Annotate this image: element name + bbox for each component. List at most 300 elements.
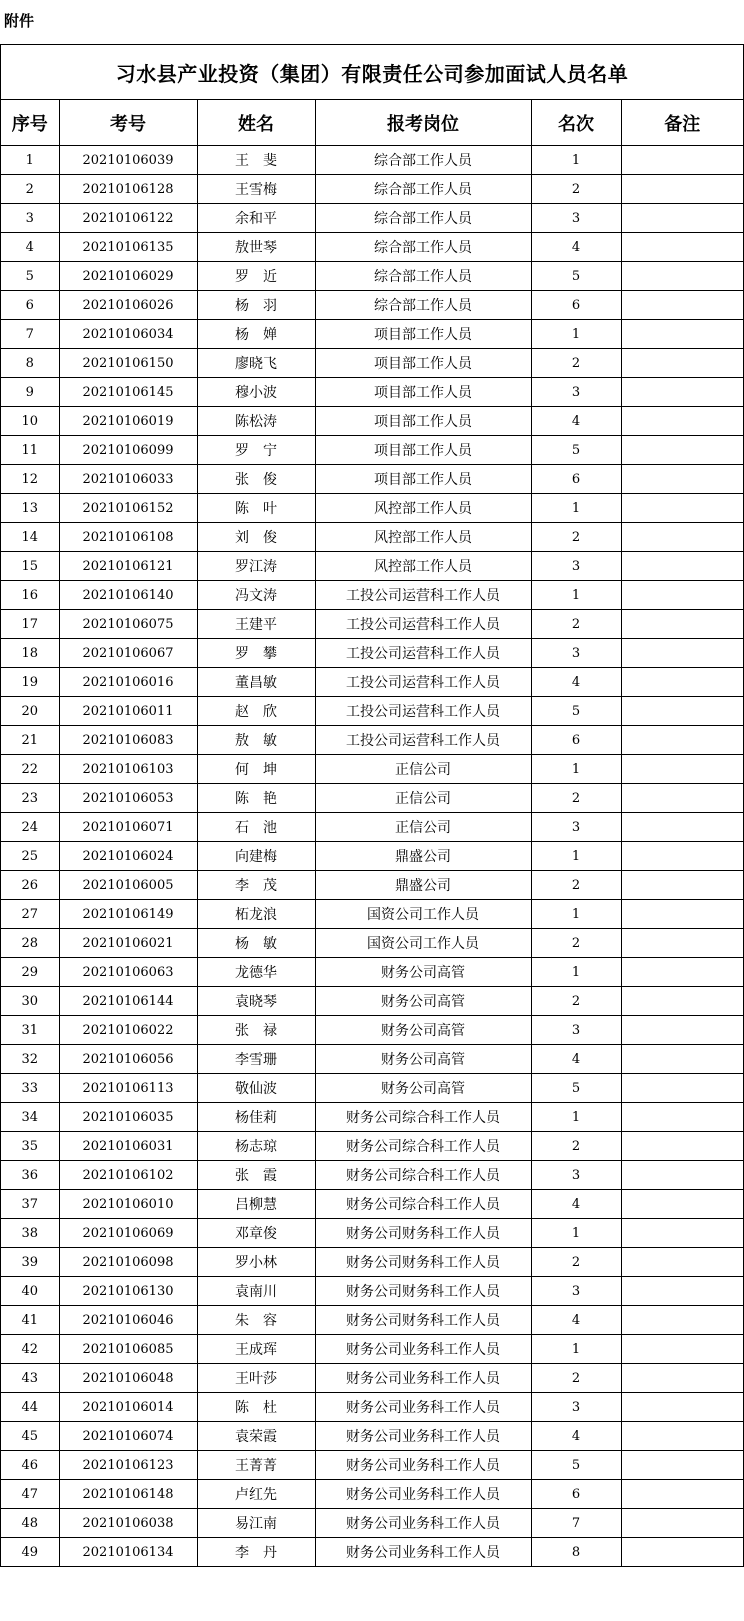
row-index: 18 <box>1 639 59 668</box>
row-name: 柘龙浪 <box>197 900 315 929</box>
row-remarks <box>621 1190 743 1219</box>
row-remarks <box>621 378 743 407</box>
row-position: 项目部工作人员 <box>315 436 531 465</box>
row-name: 罗 攀 <box>197 639 315 668</box>
row-name: 张 俊 <box>197 465 315 494</box>
row-exam-number: 20210106005 <box>59 871 197 900</box>
row-exam-number: 20210106053 <box>59 784 197 813</box>
table-row <box>1 291 743 320</box>
attachment-label: 附件 <box>4 12 35 30</box>
table-row <box>1 146 743 175</box>
table-header-row <box>1 100 743 146</box>
row-remarks <box>621 697 743 726</box>
row-rank: 2 <box>531 175 621 204</box>
row-exam-number: 20210106144 <box>59 987 197 1016</box>
row-position: 项目部工作人员 <box>315 320 531 349</box>
row-position: 综合部工作人员 <box>315 262 531 291</box>
row-exam-number: 20210106128 <box>59 175 197 204</box>
row-remarks <box>621 958 743 987</box>
row-name: 董昌敏 <box>197 668 315 697</box>
row-remarks <box>621 900 743 929</box>
table-row <box>1 987 743 1016</box>
document-title: 习水县产业投资（集团）有限责任公司参加面试人员名单 <box>1 44 743 100</box>
row-remarks <box>621 1277 743 1306</box>
row-index: 14 <box>1 523 59 552</box>
row-rank: 8 <box>531 1538 621 1567</box>
table-row <box>1 842 743 871</box>
row-index: 4 <box>1 233 59 262</box>
row-rank: 6 <box>531 465 621 494</box>
table-row <box>1 1248 743 1277</box>
table-row <box>1 900 743 929</box>
row-index: 39 <box>1 1248 59 1277</box>
table-row <box>1 204 743 233</box>
row-remarks <box>621 1045 743 1074</box>
row-remarks <box>621 1103 743 1132</box>
row-rank: 1 <box>531 1335 621 1364</box>
row-name: 陈 杜 <box>197 1393 315 1422</box>
row-index: 24 <box>1 813 59 842</box>
row-exam-number: 20210106063 <box>59 958 197 987</box>
row-remarks <box>621 987 743 1016</box>
table-row <box>1 349 743 378</box>
row-remarks <box>621 581 743 610</box>
row-index: 19 <box>1 668 59 697</box>
row-exam-number: 20210106103 <box>59 755 197 784</box>
row-name: 吕柳慧 <box>197 1190 315 1219</box>
row-position: 财务公司高管 <box>315 1074 531 1103</box>
row-position: 财务公司高管 <box>315 1045 531 1074</box>
row-exam-number: 20210106122 <box>59 204 197 233</box>
row-position: 国资公司工作人员 <box>315 900 531 929</box>
row-position: 正信公司 <box>315 813 531 842</box>
table-row <box>1 755 743 784</box>
row-exam-number: 20210106056 <box>59 1045 197 1074</box>
row-position: 财务公司财务科工作人员 <box>315 1248 531 1277</box>
row-exam-number: 20210106075 <box>59 610 197 639</box>
row-name: 穆小波 <box>197 378 315 407</box>
row-exam-number: 20210106048 <box>59 1364 197 1393</box>
row-position: 正信公司 <box>315 784 531 813</box>
row-name: 杨志琼 <box>197 1132 315 1161</box>
row-name: 袁晓琴 <box>197 987 315 1016</box>
row-remarks <box>621 349 743 378</box>
row-exam-number: 20210106014 <box>59 1393 197 1422</box>
row-position: 工投公司运营科工作人员 <box>315 697 531 726</box>
row-rank: 1 <box>531 900 621 929</box>
row-remarks <box>621 204 743 233</box>
row-position: 财务公司财务科工作人员 <box>315 1219 531 1248</box>
table-row <box>1 1451 743 1480</box>
row-rank: 6 <box>531 1480 621 1509</box>
row-position: 鼎盛公司 <box>315 842 531 871</box>
row-index: 27 <box>1 900 59 929</box>
row-index: 31 <box>1 1016 59 1045</box>
row-name: 卢红先 <box>197 1480 315 1509</box>
row-rank: 5 <box>531 262 621 291</box>
row-name: 李 茂 <box>197 871 315 900</box>
row-remarks <box>621 1161 743 1190</box>
row-remarks <box>621 1393 743 1422</box>
row-position: 工投公司运营科工作人员 <box>315 668 531 697</box>
row-name: 冯文涛 <box>197 581 315 610</box>
row-exam-number: 20210106039 <box>59 146 197 175</box>
table-row <box>1 1538 743 1567</box>
table-row <box>1 813 743 842</box>
row-rank: 4 <box>531 1306 621 1335</box>
table-row <box>1 1219 743 1248</box>
row-rank: 4 <box>531 1422 621 1451</box>
row-remarks <box>621 726 743 755</box>
row-name: 朱 容 <box>197 1306 315 1335</box>
row-exam-number: 20210106046 <box>59 1306 197 1335</box>
row-exam-number: 20210106024 <box>59 842 197 871</box>
row-position: 风控部工作人员 <box>315 523 531 552</box>
row-position: 综合部工作人员 <box>315 175 531 204</box>
row-exam-number: 20210106022 <box>59 1016 197 1045</box>
row-index: 8 <box>1 349 59 378</box>
table-row <box>1 494 743 523</box>
row-index: 16 <box>1 581 59 610</box>
table-row <box>1 262 743 291</box>
table-row <box>1 1306 743 1335</box>
table-row <box>1 407 743 436</box>
row-position: 财务公司业务科工作人员 <box>315 1364 531 1393</box>
table-row <box>1 320 743 349</box>
row-position: 财务公司高管 <box>315 958 531 987</box>
header-name: 姓名 <box>197 100 315 146</box>
table-row <box>1 1480 743 1509</box>
row-position: 正信公司 <box>315 755 531 784</box>
row-remarks <box>621 668 743 697</box>
row-name: 张 霞 <box>197 1161 315 1190</box>
row-rank: 2 <box>531 1248 621 1277</box>
row-rank: 2 <box>531 1132 621 1161</box>
row-remarks <box>621 436 743 465</box>
table-row <box>1 697 743 726</box>
row-rank: 1 <box>531 320 621 349</box>
table-row <box>1 523 743 552</box>
row-position: 财务公司业务科工作人员 <box>315 1451 531 1480</box>
row-index: 29 <box>1 958 59 987</box>
row-index: 25 <box>1 842 59 871</box>
row-rank: 3 <box>531 1277 621 1306</box>
row-name: 李雪珊 <box>197 1045 315 1074</box>
header-remarks: 备注 <box>621 100 743 146</box>
table-row <box>1 1190 743 1219</box>
row-name: 陈 叶 <box>197 494 315 523</box>
row-position: 项目部工作人员 <box>315 407 531 436</box>
row-rank: 2 <box>531 349 621 378</box>
row-name: 敖 敏 <box>197 726 315 755</box>
row-exam-number: 20210106148 <box>59 1480 197 1509</box>
header-exam-number: 考号 <box>59 100 197 146</box>
row-rank: 3 <box>531 1016 621 1045</box>
row-index: 17 <box>1 610 59 639</box>
row-remarks <box>621 407 743 436</box>
row-rank: 3 <box>531 204 621 233</box>
row-exam-number: 20210106069 <box>59 1219 197 1248</box>
row-index: 45 <box>1 1422 59 1451</box>
row-name: 袁南川 <box>197 1277 315 1306</box>
row-index: 13 <box>1 494 59 523</box>
row-exam-number: 20210106099 <box>59 436 197 465</box>
table-row <box>1 1016 743 1045</box>
header-position: 报考岗位 <box>315 100 531 146</box>
row-position: 工投公司运营科工作人员 <box>315 610 531 639</box>
row-position: 综合部工作人员 <box>315 291 531 320</box>
row-name: 王雪梅 <box>197 175 315 204</box>
row-name: 向建梅 <box>197 842 315 871</box>
row-exam-number: 20210106152 <box>59 494 197 523</box>
row-exam-number: 20210106085 <box>59 1335 197 1364</box>
table-row <box>1 1103 743 1132</box>
row-position: 综合部工作人员 <box>315 146 531 175</box>
row-index: 22 <box>1 755 59 784</box>
row-index: 44 <box>1 1393 59 1422</box>
row-index: 47 <box>1 1480 59 1509</box>
row-remarks <box>621 494 743 523</box>
table-row <box>1 668 743 697</box>
row-name: 廖晓飞 <box>197 349 315 378</box>
row-remarks <box>621 755 743 784</box>
row-rank: 4 <box>531 1045 621 1074</box>
row-exam-number: 20210106108 <box>59 523 197 552</box>
row-index: 26 <box>1 871 59 900</box>
row-index: 6 <box>1 291 59 320</box>
row-position: 财务公司综合科工作人员 <box>315 1161 531 1190</box>
row-exam-number: 20210106016 <box>59 668 197 697</box>
row-name: 何 坤 <box>197 755 315 784</box>
row-exam-number: 20210106102 <box>59 1161 197 1190</box>
row-position: 项目部工作人员 <box>315 378 531 407</box>
row-name: 李 丹 <box>197 1538 315 1567</box>
table-row <box>1 639 743 668</box>
row-position: 财务公司高管 <box>315 987 531 1016</box>
row-remarks <box>621 1422 743 1451</box>
row-rank: 4 <box>531 407 621 436</box>
row-position: 财务公司综合科工作人员 <box>315 1103 531 1132</box>
row-exam-number: 20210106130 <box>59 1277 197 1306</box>
row-rank: 1 <box>531 842 621 871</box>
row-index: 11 <box>1 436 59 465</box>
row-remarks <box>621 1509 743 1538</box>
row-exam-number: 20210106150 <box>59 349 197 378</box>
row-rank: 1 <box>531 146 621 175</box>
row-rank: 3 <box>531 813 621 842</box>
row-exam-number: 20210106029 <box>59 262 197 291</box>
row-rank: 3 <box>531 552 621 581</box>
row-rank: 2 <box>531 987 621 1016</box>
row-index: 38 <box>1 1219 59 1248</box>
row-name: 王建平 <box>197 610 315 639</box>
row-name: 赵 欣 <box>197 697 315 726</box>
row-remarks <box>621 813 743 842</box>
row-rank: 2 <box>531 929 621 958</box>
row-position: 国资公司工作人员 <box>315 929 531 958</box>
row-rank: 5 <box>531 1451 621 1480</box>
row-rank: 1 <box>531 494 621 523</box>
row-rank: 1 <box>531 958 621 987</box>
table-row <box>1 581 743 610</box>
table-row <box>1 378 743 407</box>
row-rank: 3 <box>531 378 621 407</box>
row-exam-number: 20210106071 <box>59 813 197 842</box>
row-position: 风控部工作人员 <box>315 552 531 581</box>
row-rank: 5 <box>531 436 621 465</box>
row-exam-number: 20210106074 <box>59 1422 197 1451</box>
row-exam-number: 20210106123 <box>59 1451 197 1480</box>
row-position: 财务公司业务科工作人员 <box>315 1393 531 1422</box>
row-exam-number: 20210106149 <box>59 900 197 929</box>
table-row <box>1 465 743 494</box>
row-remarks <box>621 1364 743 1393</box>
row-name: 罗 近 <box>197 262 315 291</box>
row-index: 49 <box>1 1538 59 1567</box>
row-remarks <box>621 262 743 291</box>
row-remarks <box>621 552 743 581</box>
row-rank: 1 <box>531 1219 621 1248</box>
table-row <box>1 1132 743 1161</box>
row-index: 28 <box>1 929 59 958</box>
row-position: 财务公司高管 <box>315 1016 531 1045</box>
row-remarks <box>621 1248 743 1277</box>
row-index: 36 <box>1 1161 59 1190</box>
row-name: 石 池 <box>197 813 315 842</box>
row-name: 王菁菁 <box>197 1451 315 1480</box>
row-index: 3 <box>1 204 59 233</box>
row-position: 财务公司财务科工作人员 <box>315 1306 531 1335</box>
table-row <box>1 726 743 755</box>
row-exam-number: 20210106026 <box>59 291 197 320</box>
row-index: 10 <box>1 407 59 436</box>
row-exam-number: 20210106019 <box>59 407 197 436</box>
row-position: 财务公司财务科工作人员 <box>315 1277 531 1306</box>
row-name: 敖世琴 <box>197 233 315 262</box>
row-exam-number: 20210106134 <box>59 1538 197 1567</box>
row-rank: 3 <box>531 1161 621 1190</box>
row-index: 48 <box>1 1509 59 1538</box>
row-name: 刘 俊 <box>197 523 315 552</box>
row-position: 鼎盛公司 <box>315 871 531 900</box>
table-row <box>1 436 743 465</box>
row-remarks <box>621 610 743 639</box>
row-remarks <box>621 523 743 552</box>
row-index: 32 <box>1 1045 59 1074</box>
row-rank: 5 <box>531 1074 621 1103</box>
row-name: 易江南 <box>197 1509 315 1538</box>
row-index: 43 <box>1 1364 59 1393</box>
header-index: 序号 <box>1 100 59 146</box>
row-name: 杨 羽 <box>197 291 315 320</box>
row-remarks <box>621 465 743 494</box>
row-remarks <box>621 871 743 900</box>
row-position: 风控部工作人员 <box>315 494 531 523</box>
row-rank: 1 <box>531 581 621 610</box>
table-row <box>1 784 743 813</box>
row-name: 王叶莎 <box>197 1364 315 1393</box>
row-index: 42 <box>1 1335 59 1364</box>
row-name: 罗小林 <box>197 1248 315 1277</box>
row-name: 龙德华 <box>197 958 315 987</box>
row-rank: 6 <box>531 726 621 755</box>
row-rank: 7 <box>531 1509 621 1538</box>
row-rank: 3 <box>531 1393 621 1422</box>
row-exam-number: 20210106098 <box>59 1248 197 1277</box>
row-remarks <box>621 233 743 262</box>
row-remarks <box>621 146 743 175</box>
row-remarks <box>621 1074 743 1103</box>
row-rank: 5 <box>531 697 621 726</box>
table-row <box>1 1393 743 1422</box>
table-row <box>1 1364 743 1393</box>
table-row <box>1 1277 743 1306</box>
row-name: 陈 艳 <box>197 784 315 813</box>
row-index: 40 <box>1 1277 59 1306</box>
row-exam-number: 20210106083 <box>59 726 197 755</box>
row-name: 王成珲 <box>197 1335 315 1364</box>
table-row <box>1 1509 743 1538</box>
row-exam-number: 20210106113 <box>59 1074 197 1103</box>
table-row <box>1 233 743 262</box>
row-name: 陈松涛 <box>197 407 315 436</box>
row-position: 财务公司业务科工作人员 <box>315 1509 531 1538</box>
row-name: 罗江涛 <box>197 552 315 581</box>
row-name: 敬仙波 <box>197 1074 315 1103</box>
row-remarks <box>621 1219 743 1248</box>
row-remarks <box>621 1132 743 1161</box>
table-row <box>1 929 743 958</box>
interview-table <box>1 100 743 1567</box>
row-name: 王 斐 <box>197 146 315 175</box>
row-exam-number: 20210106033 <box>59 465 197 494</box>
row-index: 15 <box>1 552 59 581</box>
table-row <box>1 610 743 639</box>
row-position: 综合部工作人员 <box>315 233 531 262</box>
table-row <box>1 958 743 987</box>
row-rank: 4 <box>531 1190 621 1219</box>
row-index: 30 <box>1 987 59 1016</box>
row-index: 46 <box>1 1451 59 1480</box>
row-exam-number: 20210106035 <box>59 1103 197 1132</box>
row-remarks <box>621 1016 743 1045</box>
row-index: 41 <box>1 1306 59 1335</box>
header-rank: 名次 <box>531 100 621 146</box>
row-remarks <box>621 1306 743 1335</box>
row-rank: 4 <box>531 668 621 697</box>
row-exam-number: 20210106135 <box>59 233 197 262</box>
row-exam-number: 20210106031 <box>59 1132 197 1161</box>
row-index: 5 <box>1 262 59 291</box>
row-position: 财务公司业务科工作人员 <box>315 1422 531 1451</box>
table-row <box>1 1045 743 1074</box>
row-name: 杨 敏 <box>197 929 315 958</box>
row-position: 工投公司运营科工作人员 <box>315 581 531 610</box>
row-remarks <box>621 639 743 668</box>
row-remarks <box>621 1538 743 1567</box>
row-index: 34 <box>1 1103 59 1132</box>
row-exam-number: 20210106034 <box>59 320 197 349</box>
row-index: 35 <box>1 1132 59 1161</box>
row-index: 37 <box>1 1190 59 1219</box>
row-exam-number: 20210106145 <box>59 378 197 407</box>
row-position: 项目部工作人员 <box>315 349 531 378</box>
row-remarks <box>621 784 743 813</box>
row-name: 袁荣霞 <box>197 1422 315 1451</box>
row-remarks <box>621 1451 743 1480</box>
row-name: 余和平 <box>197 204 315 233</box>
row-index: 20 <box>1 697 59 726</box>
